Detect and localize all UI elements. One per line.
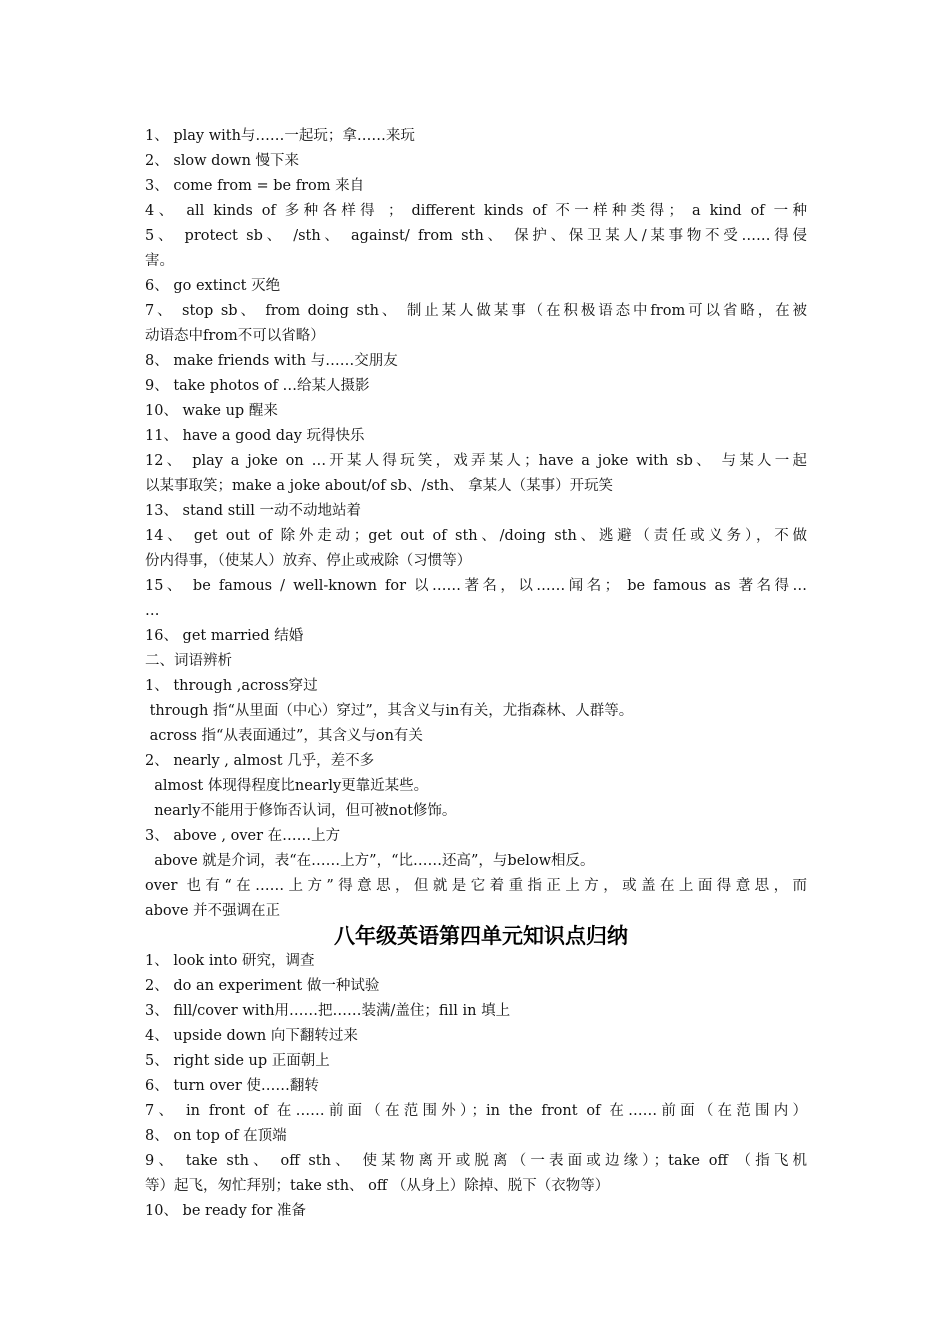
text-line: 10、 be ready for 准备 <box>145 1203 306 1219</box>
text-line: 7、 stop sb、 from doing sth、 制止某人做某事（在积极语态中from可以省略，在被 <box>145 303 807 319</box>
text-line: 4、 all kinds of 多种各样得 ； different kinds of 不一样种类得； a kind of 一种 <box>145 203 807 219</box>
text-line: 13、 stand still 一动不动地站着 <box>145 503 361 519</box>
text-line: 份内得事，（使某人）放弃、停止或戒除（习惯等） <box>145 553 472 569</box>
text-line: 16、 get married 结婚 <box>145 628 304 644</box>
text-line: 3、 fill/cover with用……把……装满/盖住；fill in 填上 <box>145 1003 511 1019</box>
text-line: 4、 upside down 向下翻转过来 <box>145 1028 358 1044</box>
text-line: 14、 get out of 除外走动；get out of sth、/doing sth、逃避（责任或义务），不做 <box>145 528 807 544</box>
text-line: 以某事取笑；make a joke about/of sb、/sth、 拿某人（某事）开玩笑 <box>145 478 614 494</box>
text-line: 等）起飞，匆忙拜别；take sth、 off （从身上）除掉、脱下（衣物等） <box>145 1178 610 1194</box>
text-line: 害。 <box>145 253 174 269</box>
text-line: 6、 turn over 使……翻转 <box>145 1078 319 1094</box>
text-line: 10、 wake up 醒来 <box>145 403 278 419</box>
text-line: 1、 look into 研究，调查 <box>145 953 315 969</box>
text-line: 9、 take sth、 off sth、 使某物离开或脱离（一表面或边缘）；take off （指飞机 <box>145 1153 807 1169</box>
text-line: 7、 in front of 在……前面（在范围外）；in the front of 在……前面（在范围内） <box>145 1103 807 1119</box>
text-line: 3、 above , over 在……上方 <box>145 828 341 844</box>
text-line: above 就是介词，表“在……上方”，“比……还高”，与below相反。 <box>145 853 595 869</box>
text-line: 15、 be famous / well-known for 以……著名，以……闻名； be famous as 著名得… <box>145 578 807 594</box>
text-line: above 并不强调在正 <box>145 903 281 919</box>
text-line: 12、 play a joke on …开某人得玩笑，戏弄某人；have a joke with sb、 与某人一起 <box>145 453 807 469</box>
text-line: 2、 slow down 慢下来 <box>145 153 300 169</box>
text-line: 3、 come from = be from 来自 <box>145 178 365 194</box>
text-line: 动语态中from不可以省略） <box>145 328 325 344</box>
text-line: 11、 have a good day 玩得快乐 <box>145 428 365 444</box>
text-line: 8、 make friends with 与……交朋友 <box>145 353 398 369</box>
text-line: almost 体现得程度比nearly更靠近某些。 <box>145 778 429 794</box>
text-line: 9、 take photos of …给某人摄影 <box>145 378 370 394</box>
text-line: 1、 play with与……一起玩；拿……来玩 <box>145 128 415 144</box>
text-line: 1、 through ,across穿过 <box>145 678 318 694</box>
text-line: 5、 protect sb、 /sth、 against/ from sth、 保护、保卫某人/某事物不受……得侵 <box>145 228 807 244</box>
text-line: nearly不能用于修饰否认词，但可被not修饰。 <box>145 803 457 819</box>
text-line: over 也有“在……上方”得意思，但就是它着重指正上方，或盖在上面得意思，而 <box>145 878 807 894</box>
text-line: 8、 on top of 在顶端 <box>145 1128 287 1144</box>
page-title: 八年级英语第四单元知识点归纳 <box>334 924 628 948</box>
text-line: … <box>145 603 160 619</box>
section-heading: 二、词语辨析 <box>145 653 232 669</box>
text-line: 6、 go extinct 灭绝 <box>145 278 281 294</box>
text-line: across 指“从表面通过”，其含义与on有关 <box>145 728 423 744</box>
text-line: through 指“从里面（中心）穿过”，其含义与in有关，尤指森林、人群等。 <box>145 703 634 719</box>
document-page <box>145 124 807 1224</box>
text-line: 2、 nearly , almost 几乎，差不多 <box>145 753 375 769</box>
text-line: 2、 do an experiment 做一种试验 <box>145 978 380 994</box>
text-line: 5、 right side up 正面朝上 <box>145 1053 330 1069</box>
